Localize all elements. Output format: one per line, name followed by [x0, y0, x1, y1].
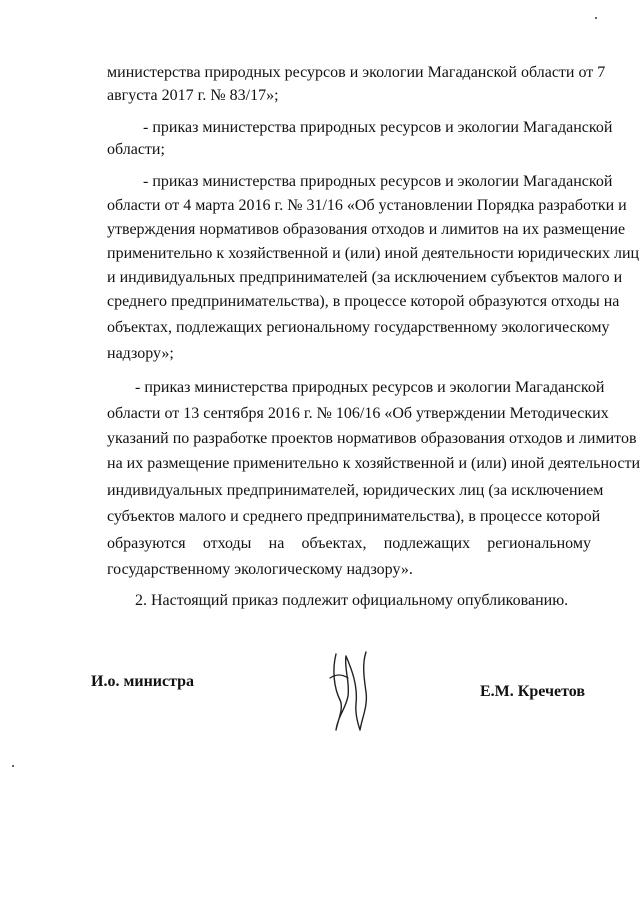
text-line: объектах, подлежащих региональному государственному экологическому — [107, 319, 610, 336]
text-line: надзору»; — [107, 345, 174, 362]
text-line: на их размещение применительно к хозяйственной и (или) иной деятельности — [107, 455, 640, 472]
text-line: августа 2017 г. № 83/17»; — [107, 87, 279, 104]
text-line: - приказ министерства природных ресурсов и экологии Магаданской — [143, 173, 613, 190]
text-line: 2. Настоящий приказ подлежит официальному опубликованию. — [135, 592, 569, 609]
text-line: образуются отходы на объектах, подлежащих региональному — [107, 535, 591, 552]
scan-speck — [12, 765, 14, 767]
text-line: области; — [107, 141, 165, 158]
text-line: области от 13 сентября 2016 г. № 106/16 «Об утверждении Методических — [107, 405, 609, 422]
text-line: и индивидуальных предпринимателей (за исключением субъектов малого и — [107, 269, 623, 286]
signatory-title: И.о. министра — [91, 673, 195, 690]
handwritten-signature — [322, 648, 382, 733]
scan-speck — [595, 17, 597, 19]
text-line: среднего предпринимательства), в процессе которой образуются отходы на — [107, 293, 620, 310]
text-line: утверждения нормативов образования отходов и лимитов на их размещение — [107, 221, 626, 238]
text-line: индивидуальных предпринимателей, юридических лиц (за исключением — [107, 482, 604, 499]
signatory-name: Е.М. Кречетов — [480, 683, 585, 700]
text-line: области от 4 марта 2016 г. № 31/16 «Об установлении Порядка разработки и — [107, 197, 627, 214]
text-line: - приказ министерства природных ресурсов и экологии Магаданской — [135, 379, 605, 396]
text-line: - приказ министерства природных ресурсов и экологии Магаданской — [143, 119, 613, 136]
text-line: субъектов малого и среднего предпринимательства), в процессе которой — [107, 508, 601, 525]
text-line: государственному экологическому надзору». — [107, 561, 413, 578]
text-line: указаний по разработке проектов нормативов образования отходов и лимитов — [107, 430, 637, 447]
text-line: министерства природных ресурсов и экологии Магаданской области от 7 — [107, 64, 606, 81]
text-line: применительно к хозяйственной и (или) иной деятельности юридических лиц — [107, 245, 640, 262]
